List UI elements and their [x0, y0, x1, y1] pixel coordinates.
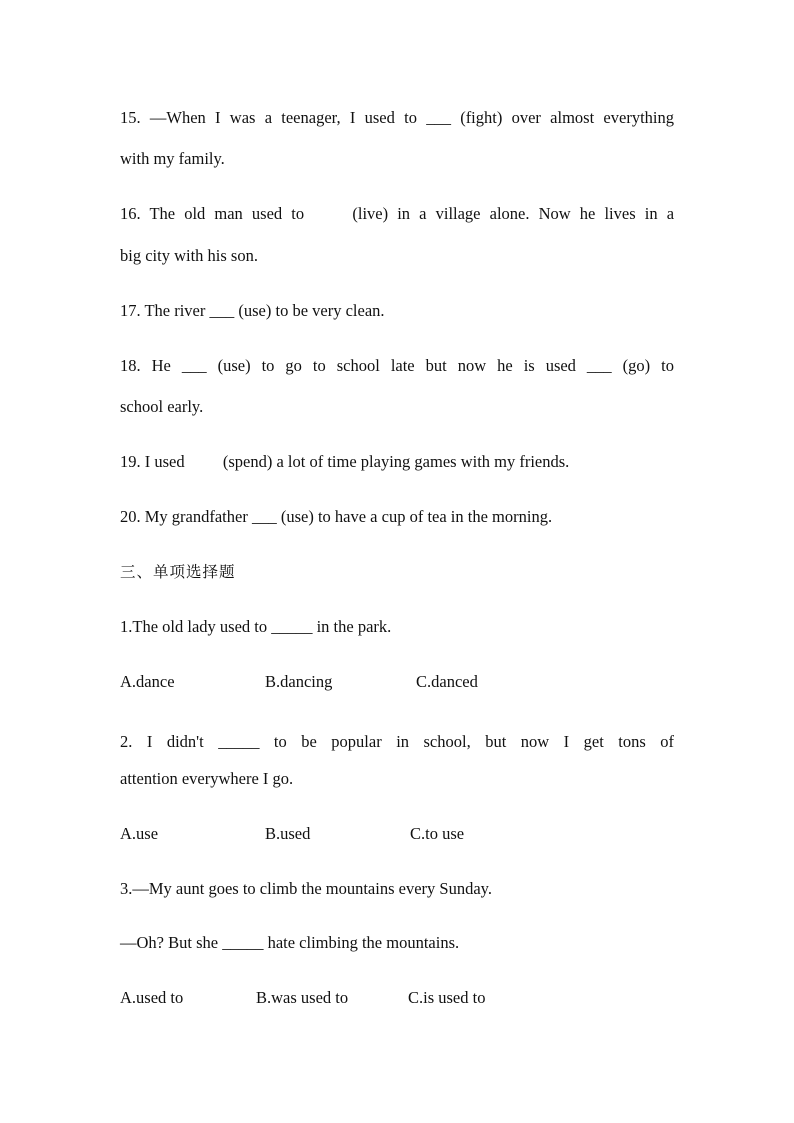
- choice-3-stem-line-1: 3.—My aunt goes to climb the mountains every Sunday.: [120, 879, 492, 898]
- question-19-line-1: [120, 451, 674, 473]
- question-16-part-b: (live) in a village alone. Now he lives in a: [352, 204, 675, 223]
- choice-1-option-b: B.dancing: [265, 672, 333, 691]
- choice-2-stem-line-2: attention everywhere I go.: [120, 769, 294, 788]
- question-15-line-2: with my family.: [120, 149, 225, 168]
- question-15-line-1: 15. —When I was a teenager, I used to ___ (fight) over almost everything: [120, 108, 674, 127]
- question-17-line-1: 17. The river ___ (use) to be very clean.: [120, 301, 385, 320]
- question-16-part-a: 16. The old man used to: [120, 204, 305, 223]
- choice-1-option-c: C.danced: [416, 672, 478, 691]
- choice-1-option-a: A.dance: [120, 672, 175, 691]
- choice-1-stem: 1.The old lady used to _____ in the park.: [120, 617, 392, 636]
- question-19-part-b: (spend) a lot of time playing games with my friends.: [222, 452, 570, 471]
- choice-3-option-b: B.was used to: [256, 988, 349, 1007]
- question-20-line-1: 20. My grandfather ___ (use) to have a cup of tea in the morning.: [120, 507, 553, 526]
- question-16-line-1: [120, 203, 674, 225]
- choice-2-option-c: C.to use: [410, 824, 465, 843]
- section-heading: 三、单项选择题: [120, 563, 236, 581]
- choice-3-option-c: C.is used to: [408, 988, 486, 1007]
- question-16-line-2: big city with his son.: [120, 246, 258, 265]
- question-18-line-1: 18. He ___ (use) to go to school late but now he is used ___ (go) to: [120, 356, 674, 375]
- question-18-line-2: school early.: [120, 397, 204, 416]
- choice-3-stem-line-2: —Oh? But she _____ hate climbing the mountains.: [120, 933, 460, 952]
- choice-2-option-b: B.used: [265, 824, 311, 843]
- choice-3-option-a: A.used to: [120, 988, 184, 1007]
- choice-2-stem-line-1: 2. I didn't _____ to be popular in school, but now I get tons of: [120, 732, 674, 751]
- question-19-part-a: 19. I used: [120, 452, 185, 471]
- choice-2-option-a: A.use: [120, 824, 159, 843]
